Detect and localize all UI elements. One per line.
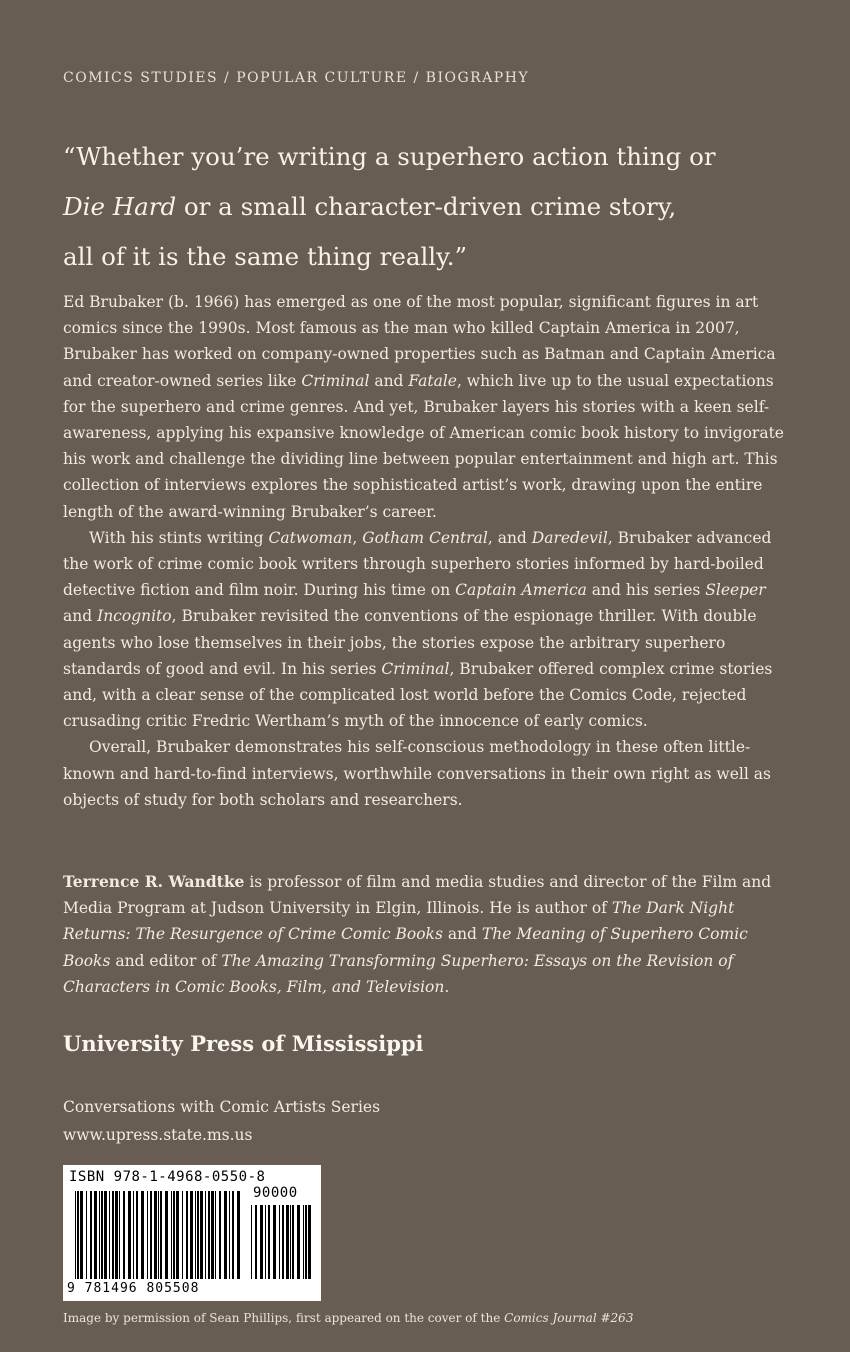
barcode-bar: [195, 1191, 196, 1279]
barcode-bar: [165, 1191, 168, 1279]
p1-and: and: [369, 371, 409, 390]
p2-comma-2: , and: [487, 528, 532, 547]
barcode-bar: [211, 1191, 214, 1279]
barcode-bar: [260, 1205, 263, 1279]
author-paragraph: [63, 869, 785, 1000]
quote-line-2-rest: or a small character-driven crime story,: [176, 192, 677, 221]
title-fatale: Fatale: [408, 371, 457, 390]
p2-text-c: and his series: [586, 581, 706, 600]
isbn-barcode: [63, 1165, 321, 1301]
barcode-bar: [303, 1205, 304, 1279]
barcode-bar: [115, 1191, 118, 1279]
barcode-bar: [215, 1191, 216, 1279]
title-captain-america: Captain America: [455, 581, 587, 600]
barcode-bar: [104, 1191, 107, 1279]
barcode-bar: [229, 1191, 230, 1279]
isbn-label: ISBN 978-1-4968-0550-8: [69, 1169, 266, 1185]
quote-line-3: all of it is the same thing really.”: [63, 242, 468, 271]
barcode-bar: [90, 1191, 92, 1279]
series-name: Conversations with Comic Artists Series: [63, 1098, 381, 1116]
credit-journal-title: Comics Journal #263: [504, 1311, 634, 1325]
author-bio: [63, 869, 785, 1000]
barcode-bar: [251, 1205, 252, 1279]
barcode-bar: [158, 1191, 159, 1279]
barcode-bar: [186, 1191, 188, 1279]
barcode-bar: [290, 1205, 291, 1279]
barcode-bar: [86, 1191, 87, 1279]
barcode-bar: [292, 1205, 294, 1279]
barcode-bar: [200, 1191, 203, 1279]
author-book-2: The Meaning of Superhero Comic Books: [63, 925, 748, 970]
series-block: [63, 1094, 380, 1149]
barcode-bar: [182, 1191, 183, 1279]
barcode-bar: [173, 1191, 175, 1279]
author-text-a: is professor of film and media studies and director of the Film and Media Program at Judson University in Elgin, Illinois. He is author of: [63, 873, 772, 918]
quote-title-die-hard: Die Hard: [63, 192, 177, 221]
barcode-bar: [282, 1205, 284, 1279]
barcode-bar: [208, 1191, 210, 1279]
category-line: COMICS STUDIES / POPULAR CULTURE / BIOGRAPHY: [63, 70, 530, 86]
barcode-bar: [150, 1191, 152, 1279]
author-name: Terrence R. Wandtke: [63, 872, 245, 891]
title-criminal: Criminal: [301, 371, 370, 390]
quote-line-2: [63, 182, 803, 232]
barcode-addon-bars: [251, 1205, 311, 1279]
barcode-bar: [224, 1191, 227, 1279]
barcode-bar: [219, 1191, 221, 1279]
barcode-bar: [112, 1191, 114, 1279]
barcode-bar: [77, 1191, 79, 1279]
title-sleeper: Sleeper: [705, 581, 766, 600]
author-text-c: .: [444, 977, 450, 996]
barcode-bar: [119, 1191, 120, 1279]
p1-text-a: Ed Brubaker (b. 1966) has emerged as one of the most popular, significant figures in art comics since the 1990s. Most famous as the man who killed Captain America in 2007, Brubaker has worked on company-owned properties such as Batman and Captain America and creator-owned series like: [63, 293, 776, 390]
paragraph-1: [63, 289, 785, 525]
barcode-bar: [237, 1191, 240, 1279]
barcode-bar: [265, 1205, 266, 1279]
barcode-bar: [133, 1191, 134, 1279]
barcode-bar: [128, 1191, 131, 1279]
barcode-bar: [147, 1191, 148, 1279]
p2-text-e: , Brubaker offered complex crime stories and, with a clear sense of the complicated lost world before the Comics Code, rejected crusading critic Fredric Wertham’s myth of the innocence of early comics.: [63, 659, 773, 731]
p2-text-d: , Brubaker revisited the conventions of the espionage thriller. With double agents who lose themselves in their jobs, the stories expose the arbitrary superhero standards of good and evil. In his series: [63, 607, 757, 678]
barcode-main-bars: [75, 1191, 240, 1279]
quote-line-1: “Whether you’re writing a superhero action thing or: [63, 142, 716, 171]
blurb-body: [63, 289, 785, 813]
barcode-bar: [305, 1205, 307, 1279]
p1-text-b: , which live up to the usual expectations for the superhero and crime genres. And yet, Brubaker layers his stories with a keen self-awareness, applying his expansive knowledge of American comic book history to invigorate his work and challenge the dividing line between popular entertainment and high art. This collection of interviews explores the sophisticated artist’s work, drawing upon the entire length of the award-winning Brubaker’s career.: [63, 371, 784, 521]
barcode-bar: [136, 1191, 138, 1279]
barcode-bar: [75, 1191, 76, 1279]
title-incognito: Incognito: [97, 607, 172, 626]
barcode-bar: [176, 1191, 179, 1279]
barcode-bar: [171, 1191, 172, 1279]
barcode-number: 9 781496 805508: [67, 1281, 200, 1296]
barcode-bar: [273, 1205, 276, 1279]
p2-and: and: [63, 607, 98, 626]
barcode-bar: [94, 1191, 97, 1279]
p2-comma-1: ,: [352, 528, 363, 547]
title-criminal-2: Criminal: [381, 659, 450, 678]
barcode-bar: [308, 1205, 311, 1279]
author-book-1: The Dark Night Returns: The Resurgence of Crime Comic Books: [63, 899, 735, 944]
title-daredevil: Daredevil: [531, 528, 608, 547]
barcode-bar: [297, 1205, 300, 1279]
barcode-bar: [80, 1191, 83, 1279]
title-catwoman: Catwoman: [268, 528, 353, 547]
barcode-bar: [99, 1191, 100, 1279]
p2-text-b: , Brubaker advanced the work of crime comic book writers through superhero stories informed by hard-boiled detective fiction and film noir. During his time on: [63, 528, 772, 600]
image-credit: [63, 1311, 633, 1325]
publisher-website: www.upress.state.ms.us: [63, 1125, 253, 1144]
barcode-bar: [255, 1205, 257, 1279]
author-book-3: The Amazing Transforming Superhero: Essays on the Revision of Characters in Comic Books, Film, and Television: [63, 951, 734, 996]
credit-text: Image by permission of Sean Phillips, first appeared on the cover of the: [63, 1311, 505, 1325]
barcode-bar: [286, 1205, 289, 1279]
publisher-name: University Press of Mississippi: [63, 1031, 424, 1056]
barcode-bar: [268, 1205, 270, 1279]
barcode-bar: [154, 1191, 157, 1279]
barcode-bar: [123, 1191, 125, 1279]
barcode-bar: [232, 1191, 234, 1279]
title-gotham-central: Gotham Central: [362, 528, 488, 547]
author-and: and: [442, 925, 482, 944]
barcode-bar: [205, 1191, 206, 1279]
barcode-bar: [109, 1191, 110, 1279]
barcode-bar: [197, 1191, 199, 1279]
author-text-b: and editor of: [110, 951, 222, 970]
barcode-bar: [160, 1191, 162, 1279]
barcode-bar: [141, 1191, 144, 1279]
pull-quote: [63, 132, 803, 282]
barcode-bar: [279, 1205, 280, 1279]
barcode-bar: [101, 1191, 103, 1279]
p2-text-a: With his stints writing: [89, 528, 269, 547]
barcode-bar: [190, 1191, 193, 1279]
price-code: 90000: [253, 1185, 298, 1201]
paragraph-3: Overall, Brubaker demonstrates his self-conscious methodology in these often little-known and hard-to-find interviews, worthwhile conversations in their own right as well as objects of study for both scholars and researchers.: [63, 738, 771, 809]
paragraph-2: [63, 525, 785, 735]
